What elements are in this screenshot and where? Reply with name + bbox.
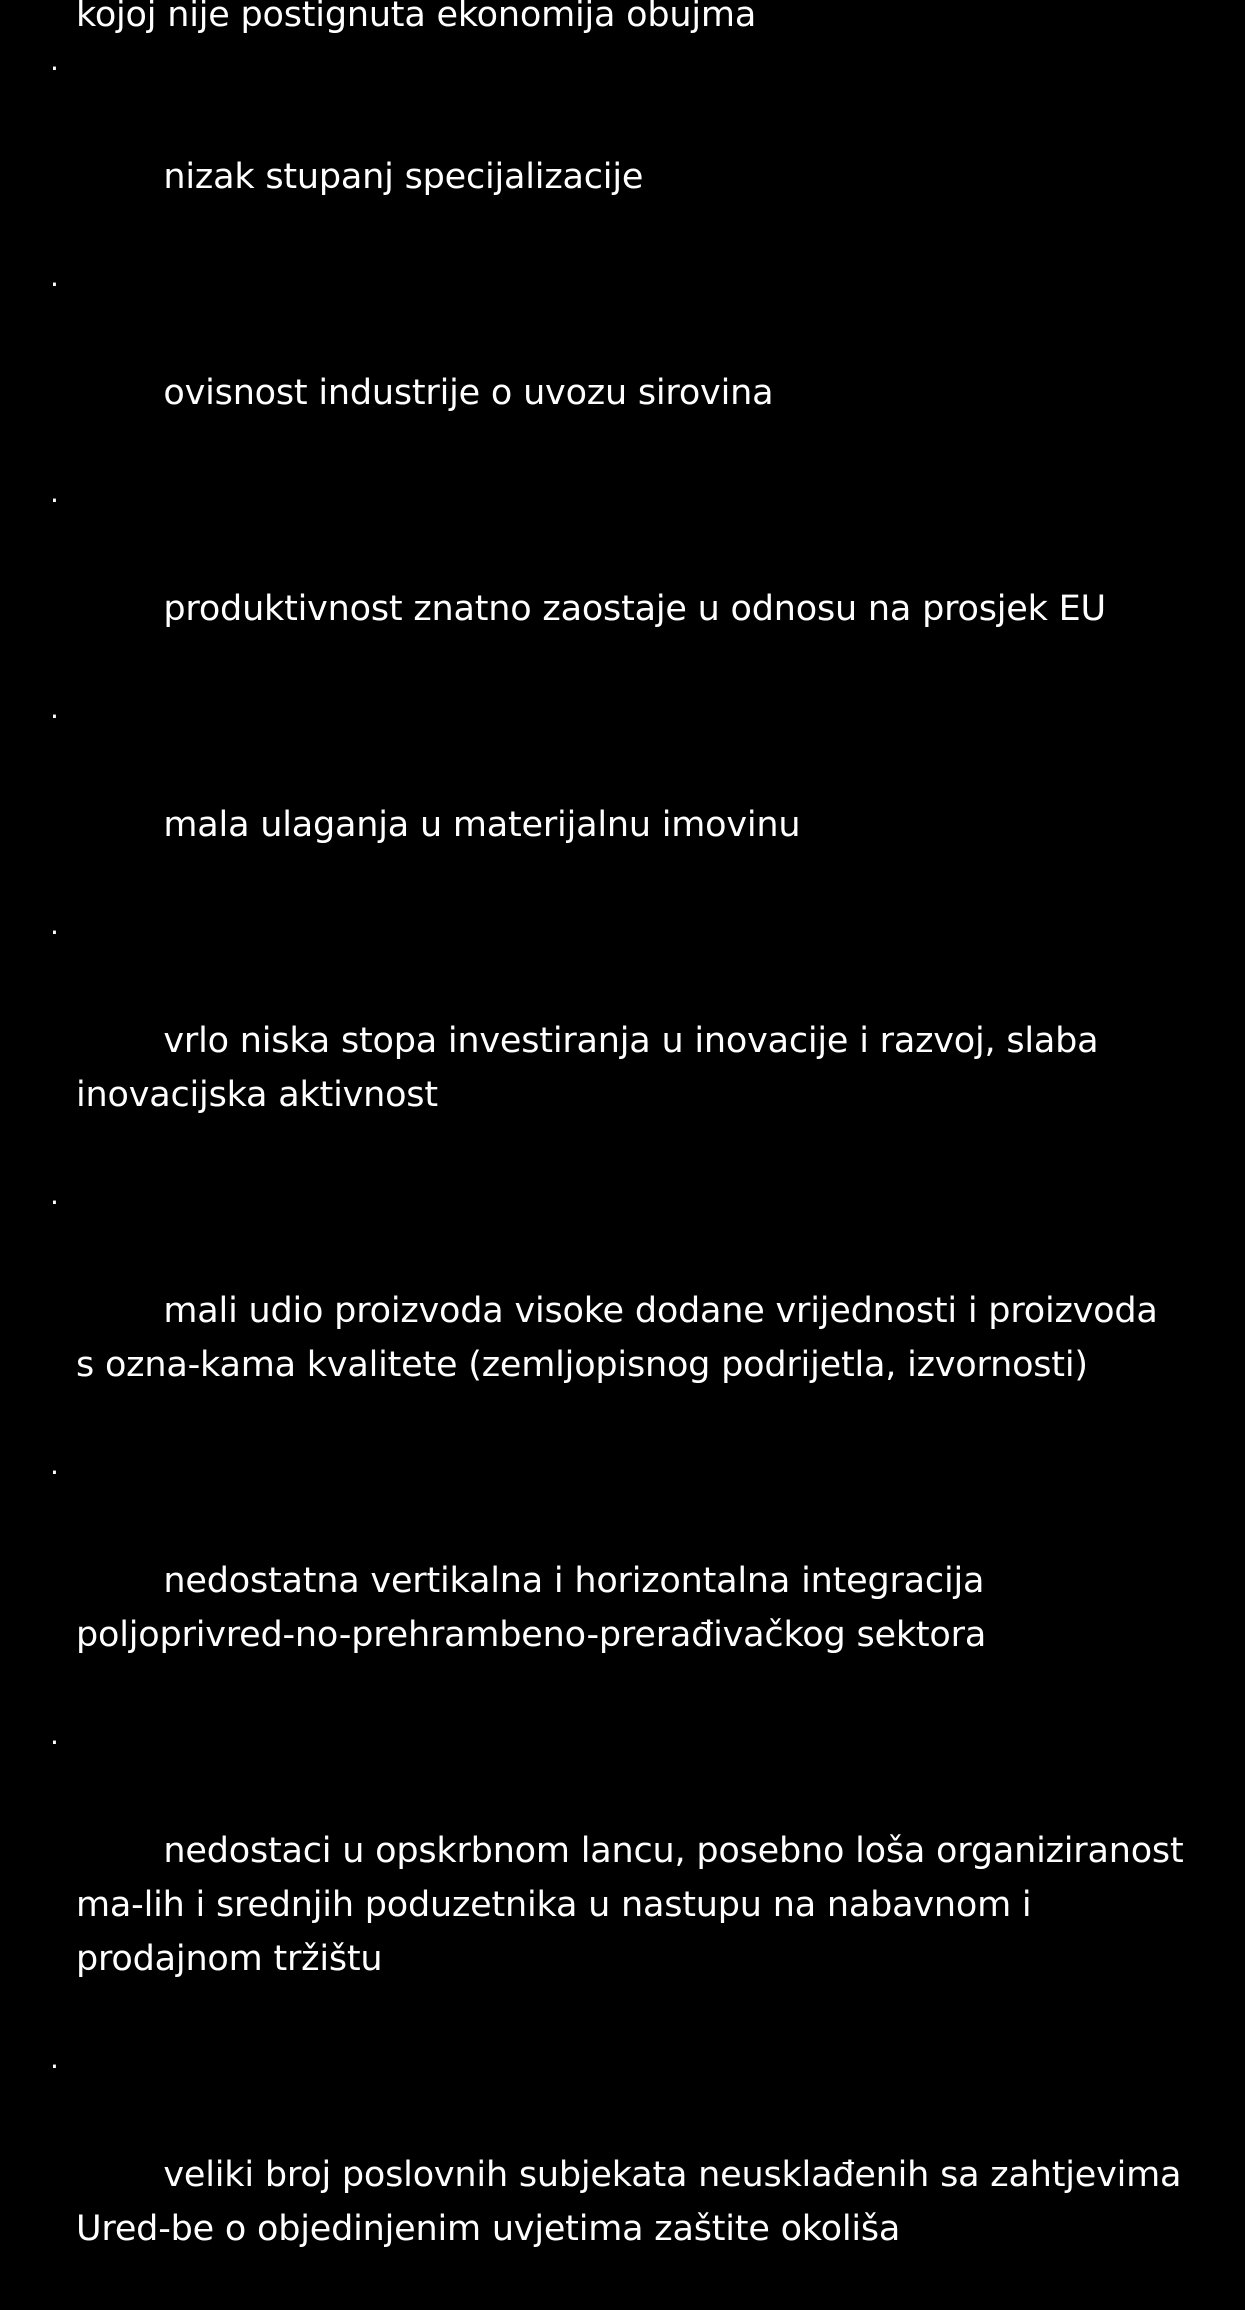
list-item-text: nizak stupanj specijalizacije [163,157,644,197]
list-item [44,2040,1193,2310]
bullet-marker-icon: · [50,700,59,733]
list-item-text: vrlo niska stopa investiranja u inovacije i razvoj, slaba inovacijska aktivnost [76,1021,1110,1115]
list-item-text: mala ulaganja u materijalnu imovinu [163,805,801,845]
list-item-text: nedostaci u opskrbnom lancu, posebno loša organiziranost ma-lih i srednjih poduzetnika u nastupu na nabavnom i prodajnom tržištu [76,1831,1195,1979]
list-item [44,258,1184,474]
list-item [44,474,1184,690]
list-item-text: mali udio proizvoda visoke dodane vrijednosti i proizvoda s ozna-kama kvalitete (zemljopisnog podrijetla, izvornosti) [76,1291,1169,1385]
continuation-line: kojoj nije postignuta ekonomija obujma [76,0,757,35]
bullet-list [44,42,1195,2310]
bullet-marker-icon: · [50,1726,59,1759]
bullet-marker-icon: · [50,52,59,85]
list-item [44,1446,1184,1716]
list-item [44,690,1184,906]
bullet-marker-icon: · [50,484,59,517]
list-item [44,1716,1195,2040]
document-body [44,0,1195,2310]
bullet-marker-icon: · [50,1456,59,1489]
bullet-marker-icon: · [50,2050,59,2083]
list-item-text: veliki broj poslovnih subjekata neusklađenih sa zahtjevima Ured-be o objedinjenim uvjetima zaštite okoliša [76,2155,1193,2249]
bullet-marker-icon: · [50,268,59,301]
list-item [44,1176,1184,1446]
list-item-text: ovisnost industrije o uvozu sirovina [163,373,774,413]
bullet-marker-icon: · [50,1186,59,1219]
list-item-text: nedostatna vertikalna i horizontalna integracija poljoprivred-no-prehrambeno-prerađivačkog sektora [76,1561,996,1655]
list-item [44,906,1184,1176]
list-item-text: produktivnost znatno zaostaje u odnosu na prosjek EU [163,589,1106,629]
list-item [44,42,1184,258]
bullet-marker-icon: · [50,916,59,949]
